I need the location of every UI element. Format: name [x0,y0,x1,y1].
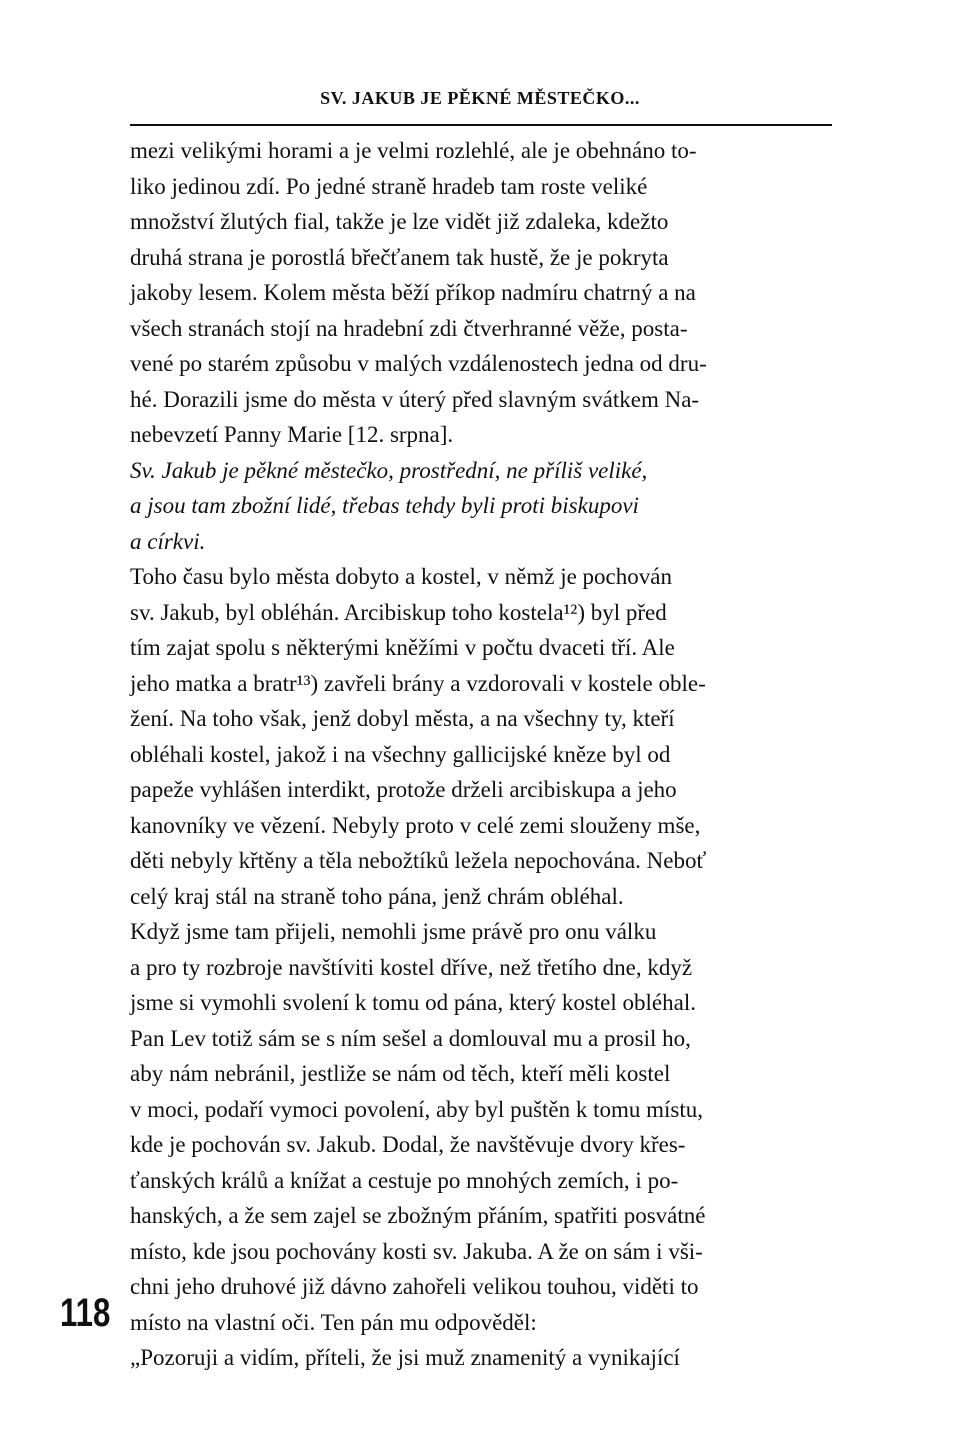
text-line: všech stranách stojí na hradební zdi čtverhranné věže, posta- [130,315,688,341]
text-line: „Pozoruji a vidím, příteli, že jsi muž znamenitý a vynikající [130,1345,680,1370]
text-line: místo, kde jsou pochovány kosti sv. Jakuba. A že on sám i vši- [130,1238,703,1264]
body-text [130,133,832,1376]
text-line: jsme si vymohli svolení k tomu od pána, který kostel obléhal. [130,990,696,1015]
text-line: nebevzetí Panny Marie [12. srpna]. [130,422,454,447]
text-line: liko jedinou zdí. Po jedné straně hradeb tam roste veliké [130,173,648,199]
text-line: a pro ty rozbroje navštíviti kostel dříve, než třetího dne, když [130,954,693,980]
text-line: v moci, podaří vymoci povolení, aby byl puštěn k tomu místu, [130,1096,704,1122]
running-head: SV. JAKUB JE PĚKNÉ MĚSTEČKO... [320,88,640,108]
text-line: celý kraj stál na straně toho pána, jenž chrám obléhal. [130,883,624,909]
text-line: jakoby lesem. Kolem města běží příkop nadmíru chatrný a na [130,280,696,305]
text-line: místo na vlastní oči. Ten pán mu odpověděl: [130,1309,537,1335]
text-line: hé. Dorazili jsme do města v úterý před slavným svátkem Na- [130,386,700,412]
text-line: chni jeho druhové již dávno zahořeli velikou touhou, viděti to [130,1274,699,1299]
text-line: hanských, a že sem zajel se zbožným přáním, spatřiti posvátné [130,1203,706,1228]
text-line: druhá strana je porostlá břečťanem tak hustě, že je pokryta [130,244,669,270]
text-line: žení. Na toho však, jenž dobyl města, a na všechny ty, kteří [130,706,675,731]
text-line: vené po starém způsobu v malých vzdálenostech jedna od dru- [130,351,707,376]
header-rule [130,124,832,126]
page-number: 118 [60,1291,111,1335]
text-line: Když jsme tam přijeli, nemohli jsme právě pro onu válku [130,919,657,944]
text-line: jeho matka a bratr¹³) zavřeli brány a vzdorovali v kostele oble- [130,670,706,696]
text-line: Pan Lev totiž sám se s ním sešel a domlouval mu a prosil ho, [130,1025,691,1051]
text-line: kanovníky ve vězení. Nebyly proto v celé zemi slouženy mše, [130,812,701,838]
text-line: děti nebyly křtěny a těla nebožtíků ležela nepochována. Neboť [130,848,707,873]
text-line: množství žlutých fial, takže je lze vidět již zdaleka, kdežto [130,209,669,234]
text-line: kde je pochován sv. Jakub. Dodal, že navštěvuje dvory křes- [130,1132,686,1157]
italic-text-line: a jsou tam zbožní lidé, třebas tehdy byli proti biskupovi [130,493,639,518]
italic-text-line: a církvi. [130,528,206,554]
text-line: sv. Jakub, byl obléhán. Arcibiskup toho kostela¹²) byl před [130,599,667,625]
text-line: tím zajat spolu s některými kněžími v počtu dvaceti tří. Ale [130,635,675,660]
text-line: Toho času bylo města dobyto a kostel, v němž je pochován [130,564,672,589]
text-line: papeže vyhlášen interdikt, protože drželi arcibiskupa a jeho [130,777,677,802]
text-line: mezi velikými horami a je velmi rozlehlé, ale je obehnáno to- [130,138,697,163]
text-line: ťanských králů a knížat a cestuje po mnohých zemích, i po- [130,1167,679,1193]
text-line: obléhali kostel, jakož i na všechny gallicijské kněze byl od [130,741,671,767]
text-line: aby nám nebránil, jestliže se nám od těch, kteří měli kostel [130,1061,671,1086]
italic-text-line: Sv. Jakub je pěkné městečko, prostřední, ne příliš veliké, [130,457,648,483]
